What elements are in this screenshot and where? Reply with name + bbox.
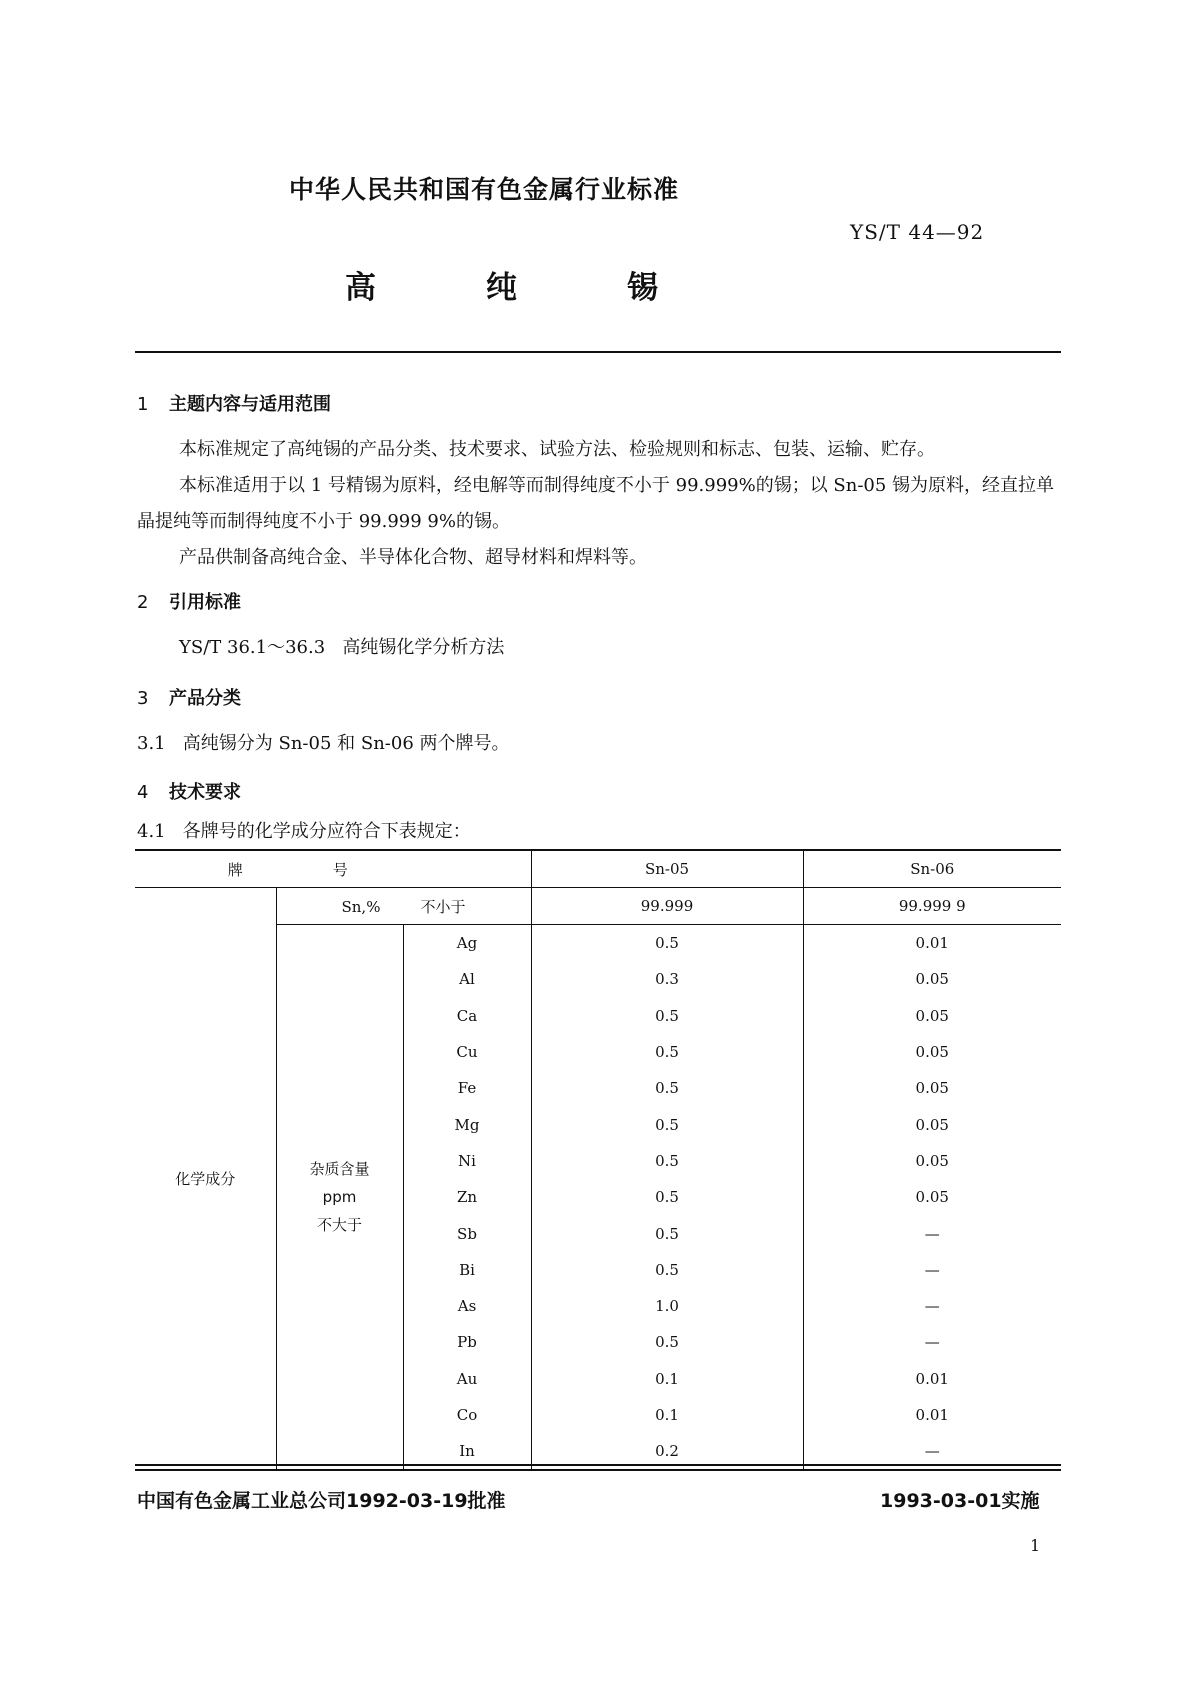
- value-sn06: —: [803, 1252, 1061, 1288]
- element-cell: Bi: [403, 1252, 531, 1288]
- section-1-para-2: 本标准适用于以 1 号精锡为原料，经电解等而制得纯度不小于 99.999%的锡；以 Sn-05 锡为原料，经直拉单晶提纯等而制得纯度不小于 99.999 9%的锡。: [137, 475, 1055, 532]
- element-cell: Cu: [403, 1034, 531, 1070]
- section-title: 主题内容与适用范围: [169, 394, 331, 415]
- value-sn06: 0.01: [803, 1361, 1061, 1397]
- section-number: 3: [137, 688, 149, 709]
- value-sn06: 0.05: [803, 1070, 1061, 1106]
- grade-sn05-header: Sn-05: [531, 850, 803, 888]
- value-sn06: 0.01: [803, 925, 1061, 962]
- section-3-heading: [137, 684, 241, 710]
- section-1-para-3: 产品供制备高纯合金、半导体化合物、超导材料和焊料等。: [179, 547, 647, 568]
- impurity-label-line: 不大于: [316, 1216, 362, 1235]
- impurity-label-line: ppm: [322, 1188, 357, 1207]
- section-4-heading: [137, 778, 241, 804]
- section-title: 技术要求: [169, 782, 241, 803]
- element-cell: Co: [403, 1397, 531, 1433]
- value-sn05: 0.2: [531, 1433, 803, 1470]
- chemical-composition-label: 化学成分: [135, 888, 276, 1471]
- value-sn06: 0.05: [803, 1179, 1061, 1215]
- impurity-content-label: [276, 925, 403, 1471]
- value-sn06: —: [803, 1324, 1061, 1360]
- value-sn06: 0.05: [803, 998, 1061, 1034]
- element-cell: Ca: [403, 998, 531, 1034]
- element-cell: Mg: [403, 1106, 531, 1142]
- tin-content-sn06: 99.999 9: [803, 888, 1061, 925]
- value-sn05: 0.5: [531, 1143, 803, 1179]
- value-sn06: —: [803, 1215, 1061, 1251]
- value-sn05: 0.3: [531, 961, 803, 997]
- value-sn06: 0.01: [803, 1397, 1061, 1433]
- value-sn05: 0.5: [531, 1106, 803, 1142]
- section-number: 4: [137, 782, 149, 803]
- section-title: 产品分类: [169, 688, 241, 709]
- effective-date: 1993-03-01实施: [880, 1490, 1040, 1512]
- value-sn06: —: [803, 1433, 1061, 1470]
- tin-content-sn05: 99.999: [531, 888, 803, 925]
- value-sn05: 0.5: [531, 1070, 803, 1106]
- section-number: 2: [137, 592, 149, 613]
- value-sn06: —: [803, 1288, 1061, 1324]
- issuing-standard-body: 中华人民共和国有色金属行业标准: [289, 175, 680, 204]
- element-cell: Ni: [403, 1143, 531, 1179]
- standard-code: YS/T 44—92: [850, 220, 985, 244]
- value-sn05: 0.5: [531, 1324, 803, 1360]
- value-sn05: 0.5: [531, 925, 803, 962]
- value-sn05: 0.5: [531, 998, 803, 1034]
- chemical-composition-table: [135, 849, 1061, 1471]
- clause-3-1: 3.1 高纯锡分为 Sn-05 和 Sn-06 两个牌号。: [137, 733, 510, 754]
- tin-content-row: [135, 888, 1061, 925]
- element-cell: Fe: [403, 1070, 531, 1106]
- approval-note: 中国有色金属工业总公司1992-03-19批准: [137, 1490, 506, 1512]
- footer-rule-thin: [135, 1470, 1061, 1471]
- value-sn06: 0.05: [803, 1106, 1061, 1142]
- table-header-row: [135, 850, 1061, 888]
- reference-standard: YS/T 36.1～36.3 高纯锡化学分析方法: [179, 637, 505, 658]
- footer-rule: [135, 1464, 1061, 1466]
- value-sn05: 1.0: [531, 1288, 803, 1324]
- document-title: 高纯锡: [345, 270, 768, 306]
- section-1-heading: [137, 390, 331, 416]
- brand-header: 牌号: [135, 850, 531, 888]
- element-cell: In: [403, 1433, 531, 1470]
- section-title: 引用标准: [169, 592, 241, 613]
- header-rule: [135, 351, 1061, 353]
- clause-4-1: 4.1 各牌号的化学成分应符合下表规定：: [137, 821, 471, 842]
- section-1-para-1: 本标准规定了高纯锡的产品分类、技术要求、试验方法、检验规则和标志、包装、运输、贮存。: [179, 439, 935, 460]
- section-number: 1: [137, 394, 149, 415]
- element-cell: Ag: [403, 925, 531, 962]
- value-sn05: 0.5: [531, 1215, 803, 1251]
- element-cell: Pb: [403, 1324, 531, 1360]
- page-number: 1: [1030, 1536, 1041, 1555]
- value-sn06: 0.05: [803, 1143, 1061, 1179]
- element-cell: As: [403, 1288, 531, 1324]
- tin-content-label: Sn,% 不小于: [276, 888, 531, 925]
- element-cell: Sb: [403, 1215, 531, 1251]
- element-cell: Zn: [403, 1179, 531, 1215]
- grade-sn06-header: Sn-06: [803, 850, 1061, 888]
- value-sn05: 0.5: [531, 1034, 803, 1070]
- value-sn06: 0.05: [803, 1034, 1061, 1070]
- value-sn06: 0.05: [803, 961, 1061, 997]
- section-2-heading: [137, 588, 241, 614]
- value-sn05: 0.1: [531, 1361, 803, 1397]
- element-cell: Au: [403, 1361, 531, 1397]
- element-cell: Al: [403, 961, 531, 997]
- value-sn05: 0.1: [531, 1397, 803, 1433]
- value-sn05: 0.5: [531, 1252, 803, 1288]
- impurity-label-line: 杂质含量: [309, 1160, 370, 1179]
- value-sn05: 0.5: [531, 1179, 803, 1215]
